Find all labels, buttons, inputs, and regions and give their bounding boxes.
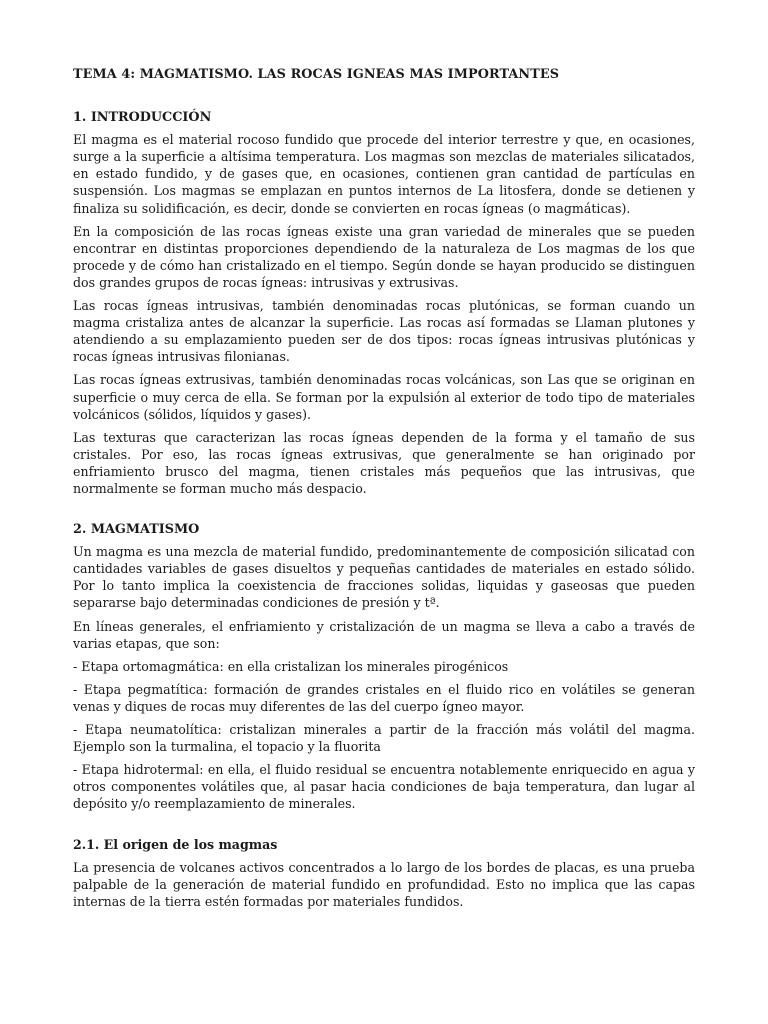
section-heading: 2. MAGMATISMO — [73, 522, 200, 538]
section-origen-magmas — [73, 836, 695, 909]
section-magmatismo — [73, 521, 695, 812]
list-item: - Etapa neumatolítica: cristalizan minerales a partir de la fracción más volátil del magma. Ejemplo son la turmalina, el topacio y la fluorita — [73, 722, 695, 755]
paragraph: El magma es el material rocoso fundido que procede del interior terrestre y que, en ocasiones, surge a la superficie a altísima temperatura. Los magmas son mezclas de materiales silicatados, en estado fundido, y de gases que, en ocasiones, contienen gran cantidad de partículas en suspensión. Los magmas se emplazan en puntos internos de La litosfera, donde se detienen y finaliza su solidificación, es decir, donde se convierten en rocas ígneas (o magmáticas). — [73, 132, 695, 216]
document-title: TEMA 4: MAGMATISMO. LAS ROCAS IGNEAS MAS IMPORTANTES — [73, 67, 560, 82]
document-page — [73, 66, 695, 916]
list-item: - Etapa hidrotermal: en ella, el fluido residual se encuentra notablemente enriquecido en agua y otros componentes volátiles que, al pasar hacia condiciones de baja temperatura, dan lugar al depósito y/o reemplazamiento de minerales. — [73, 762, 695, 812]
section-introduccion — [73, 109, 695, 497]
list-item: - Etapa ortomagmática: en ella cristalizan los minerales pirogénicos — [73, 658, 509, 674]
paragraph: Las rocas ígneas extrusivas, también denominadas rocas volcánicas, son Las que se originan en superficie o muy cerca de ella. Se forman por la expulsión al exterior de todo tipo de materiales volcánicos (sólidos, líquidos y gases). — [73, 372, 695, 422]
list-item: - Etapa pegmatítica: formación de grandes cristales en el fluido rico en volátiles se generan venas y diques de rocas muy diferentes de las del cuerpo ígneo mayor. — [73, 681, 695, 714]
subsection-heading: 2.1. El origen de los magmas — [73, 837, 278, 853]
section-spacer — [73, 818, 695, 836]
paragraph: Un magma es una mezcla de material fundido, predominantemente de composición silicatad con cantidades variables de gases disueltos y pequeñas cantidades de materiales en estado sólido. Por lo tanto implica la coexistencia de fracciones solidas, liquidas y gaseosas que pueden separarse bajo determinadas condiciones de presión y tª. — [73, 544, 695, 611]
section-heading: 1. INTRODUCCIÓN — [73, 110, 212, 126]
paragraph: La presencia de volcanes activos concentrados a lo largo de los bordes de placas, es una prueba palpable de la generación de material fundido en profundidad. Esto no implica que las capas internas de la tierra estén formadas por materiales fundidos. — [73, 859, 695, 909]
paragraph: En la composición de las rocas ígneas existe una gran variedad de minerales que se pueden encontrar en distintas proporciones dependiendo de la naturaleza de Los magmas de los que procede y de cómo han cristalizado en el tiempo. Según donde se hayan producido se distinguen dos grandes grupos de rocas ígneas: intrusivas y extrusivas. — [73, 223, 695, 290]
paragraph: Las rocas ígneas intrusivas, también denominadas rocas plutónicas, se forman cuando un magma cristaliza antes de alcanzar la superficie. Las rocas así formadas se Llaman plutones y atendiendo a su emplazamiento pueden ser de dos tipos: rocas ígneas intrusivas plutónicas y rocas ígneas intrusivas filonianas. — [73, 298, 695, 365]
paragraph: Las texturas que caracterizan las rocas ígneas dependen de la forma y el tamaño de sus cristales. Por eso, las rocas ígneas extrusivas, que generalmente se han originado por enfriamiento brusco del magma, tienen cristales más pequeños que las intrusivas, que normalmente se forman mucho más despacio. — [73, 429, 695, 496]
section-spacer — [73, 503, 695, 521]
paragraph: En líneas generales, el enfriamiento y cristalización de un magma se lleva a cabo a través de varias etapas, que son: — [73, 618, 695, 651]
